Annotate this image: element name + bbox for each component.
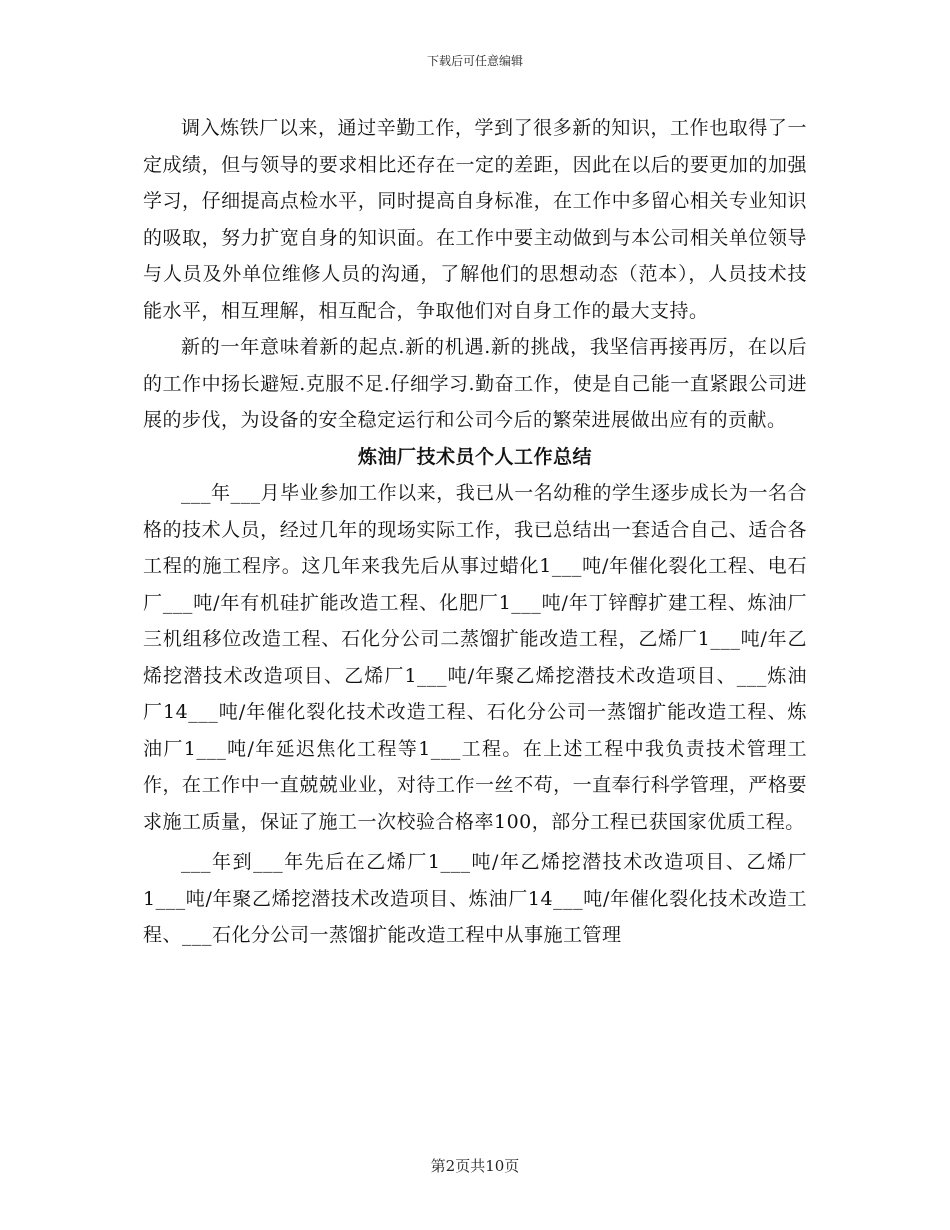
page-header [0,54,950,68]
document-body [143,110,807,954]
paragraph-1: 调入炼铁厂以来，通过辛勤工作，学到了很多新的知识，工作也取得了一定成绩，但与领导的要求相比还存在一定的差距，因此在以后的要更加的加强学习，仔细提高点检水平，同时提高自身标准，在工作中多留心相关专业知识的吸取，努力扩宽自身的知识面。在工作中要主动做到与本公司相关单位领导与人员及外单位维修人员的沟通，了解他们的思想动态（范本），人员技术技能水平，相互理解，相互配合，争取他们对自身工作的最大支持。 [143,117,807,322]
page-number: 第2页共10页 [430,1157,520,1175]
header-text: 下载后可任意编辑 [426,54,523,68]
paragraph-4: ___年到___年先后在乙烯厂1___吨/年乙烯挖潜技术改造项目、乙烯厂1___吨/年聚乙烯挖潜技术改造项目、炼油厂14___吨/年催化裂化技术改造工程、___石化分公司一蒸馏扩能改造工程中从事施工管理 [143,851,807,946]
paragraph-3: ___年___月毕业参加工作以来，我已从一名幼稚的学生逐步成长为一名合格的技术人员，经过几年的现场实际工作，我已总结出一套适合自己、适合各工程的施工程序。这几年来我先后从事过蜡化1___吨/年催化裂化工程、电石厂___吨/年有机硅扩能改造工程、化肥厂1___吨/年丁锌醇扩建工程、炼油厂三机组移位改造工程、石化分公司二蒸馏扩能改造工程，乙烯厂1___吨/年乙烯挖潜技术改造项目、乙烯厂1___吨/年聚乙烯挖潜技术改造项目、___炼油厂14___吨/年催化裂化技术改造工程、石化分公司一蒸馏扩能改造工程、炼油厂1___吨/年延迟焦化工程等1___工程。在上述工程中我负责技术管理工作，在工作中一直兢兢业业，对待工作一丝不苟，一直奉行科学管理，严格要求施工质量，保证了施工一次校验合格率100，部分工程已获国家优质工程。 [143,482,807,833]
section-title: 炼油厂技术员个人工作总结 [357,445,592,468]
page-footer [0,1157,950,1175]
paragraph-2: 新的一年意味着新的起点.新的机遇.新的挑战，我坚信再接再厉，在以后的工作中扬长避短.克服不足.仔细学习.勤奋工作，使是自己能一直紧跟公司进展的步伐，为设备的安全稳定运行和公司今后的繁荣进展做出应有的贡献。 [143,336,807,431]
